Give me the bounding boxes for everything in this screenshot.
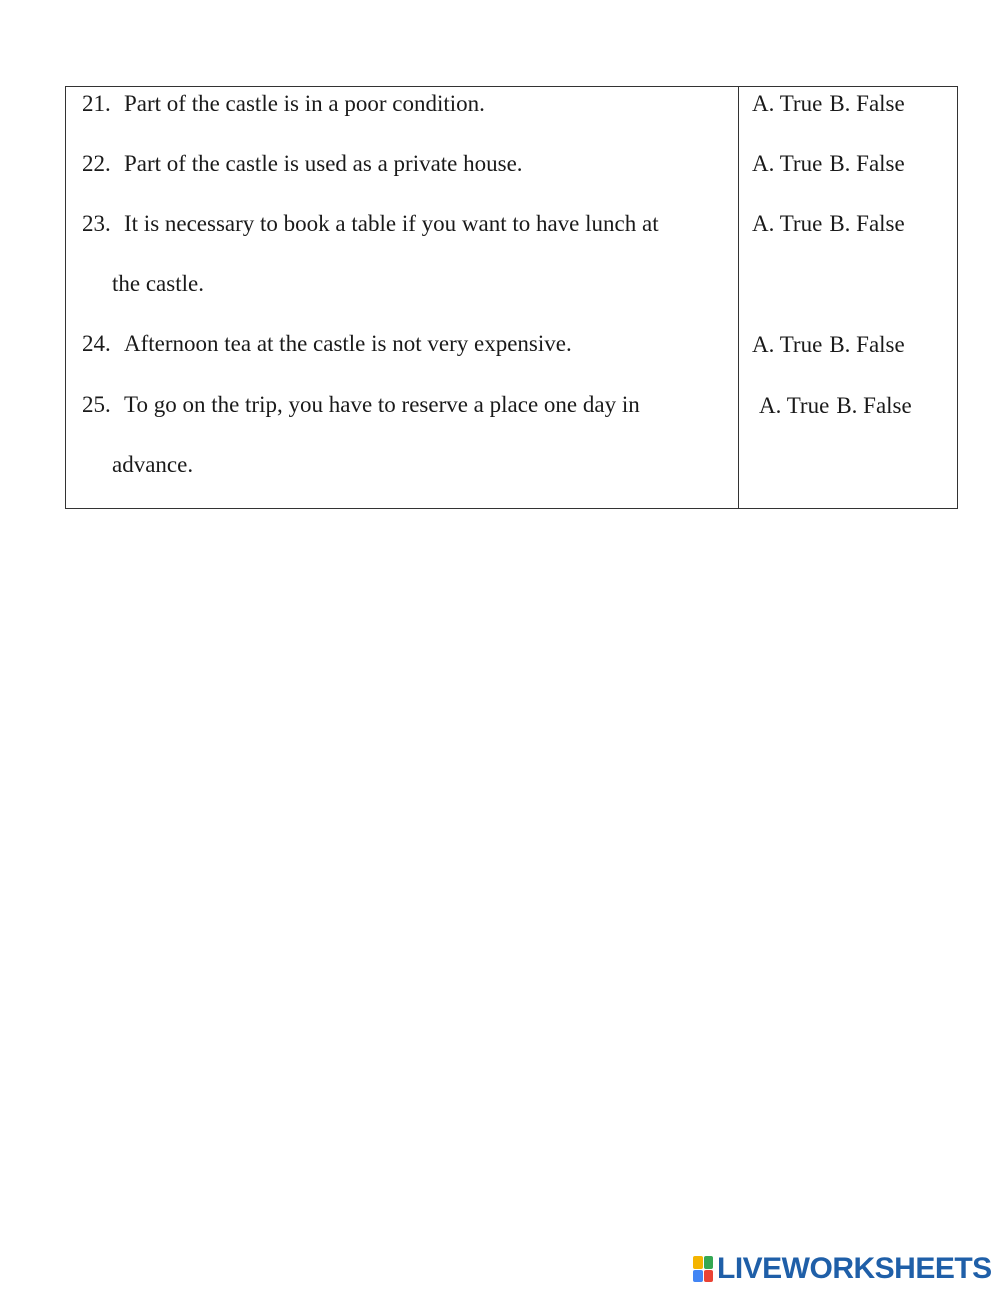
options-24: [752, 330, 905, 360]
question-21: [82, 89, 485, 119]
question-text: Part of the castle is used as a private house.: [124, 151, 523, 176]
question-22: [82, 149, 523, 179]
question-23: [82, 209, 659, 239]
questions-table: [65, 86, 958, 509]
option-false[interactable]: B. False: [829, 151, 905, 176]
question-text: Afternoon tea at the castle is not very expensive.: [124, 331, 572, 356]
question-25: [82, 390, 640, 420]
options-22: [752, 149, 905, 179]
liveworksheets-logo[interactable]: [693, 1253, 992, 1285]
question-text: Part of the castle is in a poor condition.: [124, 91, 485, 116]
question-24: [82, 329, 572, 359]
option-true[interactable]: A. True: [752, 151, 823, 176]
option-false[interactable]: B. False: [836, 393, 912, 418]
question-23-continuation: the castle.: [112, 271, 204, 296]
option-true[interactable]: A. True: [752, 211, 823, 236]
question-text: To go on the trip, you have to reserve a place one day in: [124, 392, 640, 417]
option-false[interactable]: B. False: [829, 211, 905, 236]
options-21: [752, 89, 905, 119]
question-number: 24.: [82, 331, 111, 356]
option-true[interactable]: A. True: [752, 91, 823, 116]
liveworksheets-icon: [693, 1256, 713, 1282]
question-number: 23.: [82, 211, 111, 236]
question-number: 25.: [82, 392, 111, 417]
logo-text: LIVEWORKSHEETS: [717, 1252, 992, 1285]
option-true[interactable]: A. True: [759, 393, 830, 418]
question-number: 22.: [82, 151, 111, 176]
column-divider: [738, 87, 739, 508]
options-23: [752, 209, 905, 239]
options-25: [759, 391, 912, 421]
question-text: It is necessary to book a table if you want to have lunch at: [124, 211, 659, 236]
option-true[interactable]: A. True: [752, 332, 823, 357]
option-false[interactable]: B. False: [829, 332, 905, 357]
question-number: 21.: [82, 91, 111, 116]
option-false[interactable]: B. False: [829, 91, 905, 116]
question-25-continuation: advance.: [112, 452, 194, 477]
